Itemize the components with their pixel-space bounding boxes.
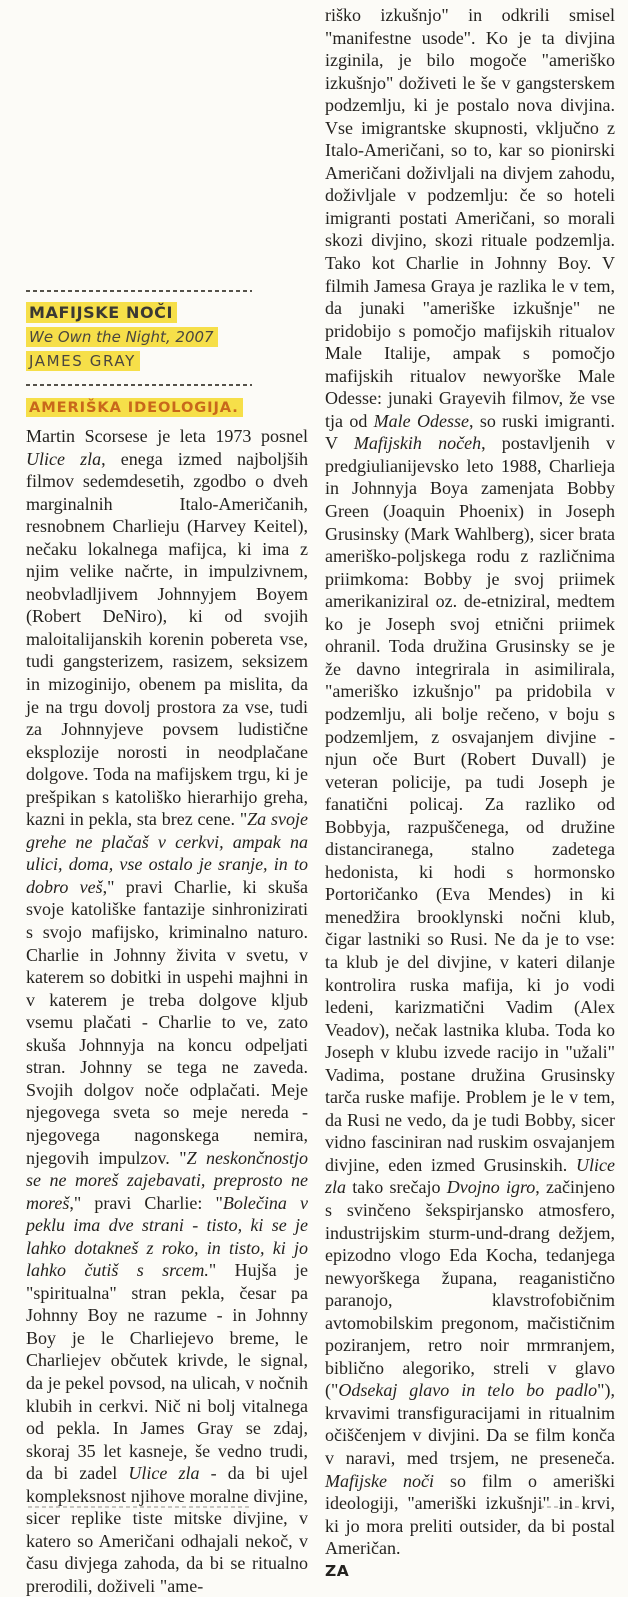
film-title-block (26, 301, 308, 374)
dashed-rule-bottom-left (28, 1506, 250, 1508)
right-column (325, 0, 615, 1580)
left-column (26, 0, 308, 1597)
film-original-title: We Own the Night, 2007 (26, 327, 218, 347)
article-body-right: riško izkušnjo" in odkrili smisel "manifestne usode". Ko je ta divjina izginila, je bilo mogoče "ameriško izkušnjo" doživeti le še v gangsterskem podzemlju, ki je postalo nova divjina. Vse imigrantske skupnosti, vključno z Italo-Američani, so to, kar so pionirski Američani doživljali na divjem zahodu, doživljale v podzemlju: če so hoteli imigranti postati Američani, so morali skozi divjino, skozi rituale podzemlja. Tako kot Charlie in Johnny Boy. V filmih Jamesa Graya je razlika le v tem, da junaki "ameriške izkušnje" ne pridobijo s pomočjo mafijskih ritualov Male Italije, ampak s pomočjo mafijskih ritualov newyorške Male Odesse: junaki Grayevih filmov, že vse tja od Male Odesse, so ruski imigranti. V Mafijskih nočeh, postavljenih v predgiulianijevsko leto 1988, Charlieja in Johnnyja Boya zamenjata Bobby Green (Joaquin Phoenix) in Joseph Grusinsky (Mark Wahlberg), sicer brata ameriško-poljskega rodu z različnima priimkoma: Bobby je svoj priimek amerikaniziral oz. de-etniziral, medtem ko je Joseph svoj etnični priimek ohranil. Toda družina Grusinsky se je že davno integrirala in asimilirala, "ameriško izkušnjo" pa pridobila v podzemlju, ali bolje rečeno, v boju s podzemljem, z osvajanjem divjine - njun oče Burt (Robert Duvall) je veteran policije, pa tudi Joseph je fanatični policaj. Za razliko od Bobbyja, razpuščenega, od družine distanciranega, stalno zadetega hedonista, ki hodi s hormonsko Portoričanko (Eva Mendes) in ki menedžira brooklynski nočni klub, čigar lastniki so Rusi. Ne da je to vse: ta klub je del divjine, v kateri dilanje kontrolira ruska mafija, ki jo vodi ledeni, karizmatični Vadim (Alex Veadov), nečak lastnika kluba. Toda ko Joseph v klubu izvede racijo in "užali" Vadima, postane družina Grusinsky tarča ruske mafije. Problem je le v tem, da Rusi ne vedo, da je tudi Bobby, sicer vidno fasciniran nad ruskim osvajanjem divjine, eden izmed Grusinskih. Ulice zla tako srečajo Dvojno igro, začinjeno s svinčeno šekspirjansko atmosfero, industrijskim sturm-und-drang dežjem, epizodno vlogo Eda Kocha, tedanjega newyorškega župana, reaganistično paranojo, klavstrofobičnim avtomobilskim pregonom, mačističnim poziranjem, retro noir mrmranjem, biblično alegoriko, streli v glavo ("Odsekaj glavo in telo bo padlo"), krvavimi transfiguracijami in ritualnim očiščenjem v divjini. Da se film konča v naravi, med trsjem, ne preseneča. Mafijske noči so film o ameriški ideologiji, "ameriški izkušnji" in krvi, ki jo mora preliti outsider, da bi postal Američan. (325, 5, 615, 1559)
dashed-rule-middle (26, 384, 252, 386)
author-initials: ZA (325, 1561, 350, 1580)
dashed-rule-bottom-right (540, 1506, 588, 1508)
section-heading: AMERIŠKA IDEOLOGIJA. (26, 398, 243, 417)
film-title: MAFIJSKE NOČI (26, 302, 177, 323)
section-heading-wrap (26, 397, 308, 418)
dashed-rule-top (26, 290, 252, 292)
film-director: JAMES GRAY (26, 351, 140, 371)
article-body-left: Martin Scorsese je leta 1973 posnel Ulice zla, enega izmed najboljših filmov sedemdesetih, zgodbo o dveh marginalnih Italo-Američanih, resnobnem Charlieju (Harvey Keitel), nečaku lokalnega mafijca, ki ima z njim velike načrte, in impulzivnem, neobvladljivem Johnnyjem Boyem (Robert DeNiro), ki od svojih maloitalijanskih korenin pobereta vse, tudi gangsterizem, rasizem, seksizem in mizoginijo, obenem pa mislita, da je na trgu dovolj prostora za vse, tudi za Johnnyjeve povsem ludistične eksplozije norosti in neodplačane dolgove. Toda na mafijskem trgu, ki je prešpikan s katoliško hierarhijo greha, kazni in pekla, sta brez cene. "Za svoje grehe ne plačaš v cerkvi, ampak na ulici, doma, vse ostalo je sranje, in to dobro veš," pravi Charlie, ki skuša svoje katoliške fantazije sinhronizirati s svojo mafijsko, kriminalno naturo. Charlie in Johnny živita v svetu, v katerem so dobitki in uspehi majhni in v katerem je treba dolgove kljub vsemu plačati - Charlie to ve, zato skuša Johnnyja na koncu odpeljati stran. Johnny se tega ne zaveda. Svojih dolgov noče odplačati. Meje njegovega sveta so meje nereda - njegovega nagonskega nemira, njegovih impulzov. "Z neskončnostjo se ne moreš zajebavati, preprosto ne moreš," pravi Charlie: "Bolečina v peklu ima dve strani - tisto, ki se je lahko dotakneš z roko, in tisto, ki jo lahko čutiš s srcem." Hujša je "spiritualna" stran pekla, česar pa Johnny Boy ne razume - in Johnny Boy je le Charliejevo breme, le Charliejev občutek krivde, le signal, da je pekel povsod, na ulicah, v nočnih klubih in cerkvi. Nič ni bolj vitalnega od pekla. In James Gray se zdaj, skoraj 35 let kasneje, še vedno trudi, da bi zadel Ulice zla - da bi ujel kompleksnost njihove moralne divjine, sicer replike tiste mitske divjine, v katero so Američani odhajali nekoč, v času divjega zahoda, da bi se ritualno prerodili, doživeli "ame- (26, 426, 309, 1596)
left-column-top-whitespace (26, 0, 308, 290)
